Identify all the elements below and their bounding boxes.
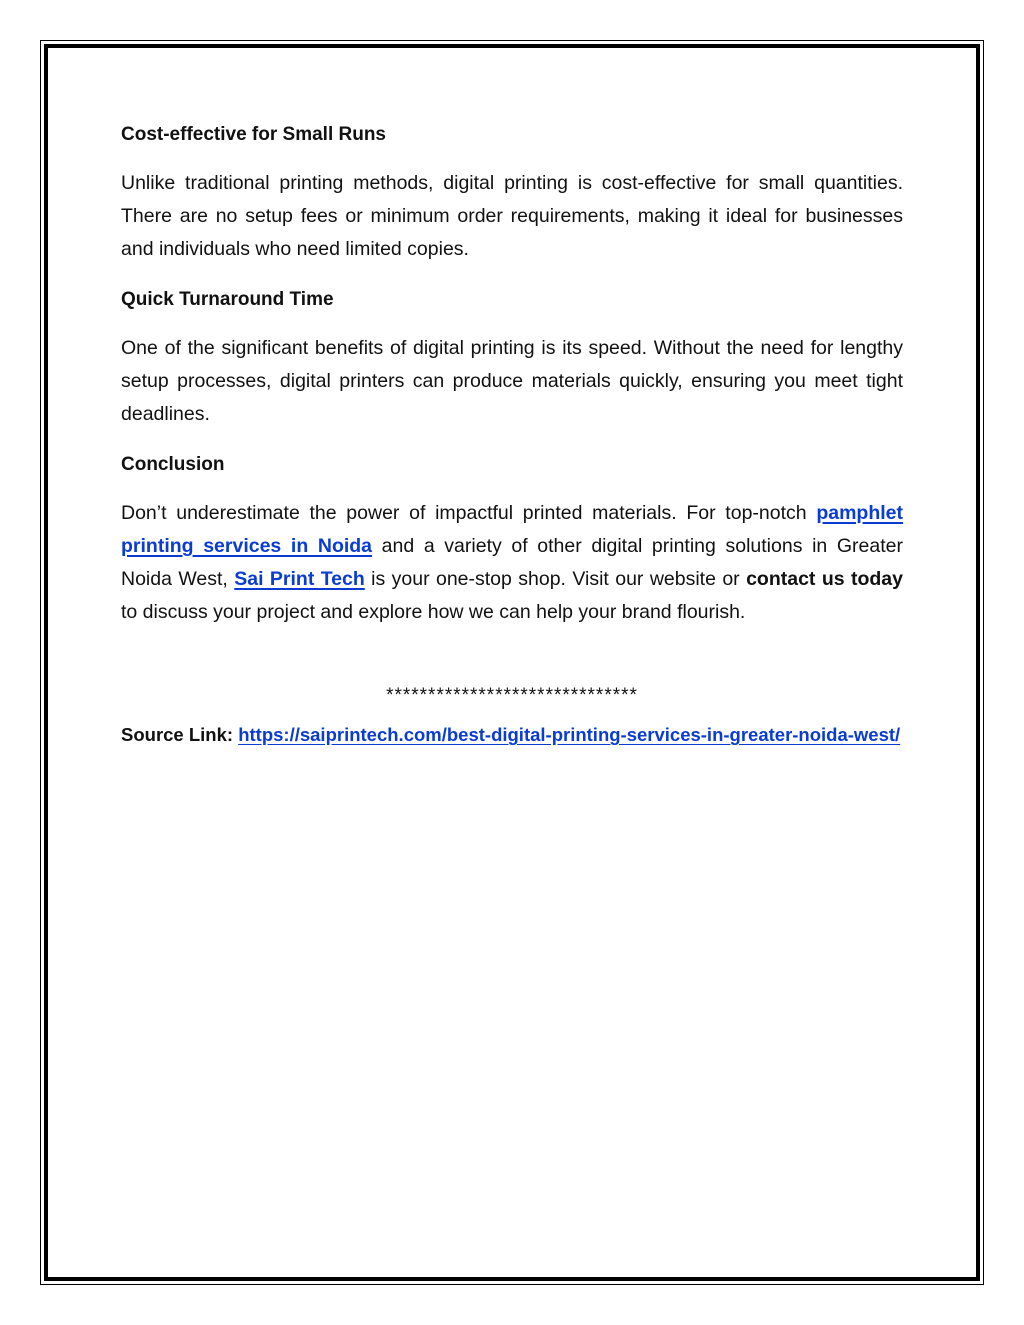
section-heading-quick-turnaround: Quick Turnaround Time (121, 289, 334, 310)
separator-stars: ****************************** (386, 685, 638, 706)
section-paragraph-cost-effective: Unlike traditional printing methods, digital printing is cost-effective for small quantities. There are no setup fees or minimum order requirements, making it ideal for businesses and individuals who need limited copies. (121, 172, 903, 260)
section-heading-conclusion: Conclusion (121, 454, 225, 475)
source-line (121, 718, 903, 751)
conclusion-text-3: is your one-stop shop. Visit our website or (364, 568, 747, 590)
contact-us-today-text: contact us today (746, 568, 903, 590)
pamphlet-printing-link[interactable]: pamphlet printing services in Noida (121, 502, 903, 557)
section-heading-cost-effective: Cost-effective for Small Runs (121, 124, 386, 145)
source-url-link[interactable]: https://saiprintech.com/best-digital-printing-services-in-greater-noida-west/ (238, 724, 901, 745)
document-body (121, 118, 903, 751)
conclusion-text-2: and a variety of other digital printing solutions in Greater Noida West, (121, 535, 903, 590)
section-paragraph-conclusion (121, 497, 903, 629)
section-paragraph-quick-turnaround: One of the significant benefits of digital printing is its speed. Without the need for lengthy setup processes, digital printers can produce materials quickly, ensuring you meet tight deadlines. (121, 337, 903, 425)
conclusion-text-1: Don’t underestimate the power of impactful printed materials. For top-notch (121, 502, 817, 524)
conclusion-text-4: to discuss your project and explore how we can help your brand flourish. (121, 601, 746, 623)
source-label: Source Link: (121, 724, 234, 745)
sai-print-tech-link[interactable]: Sai Print Tech (234, 568, 365, 590)
